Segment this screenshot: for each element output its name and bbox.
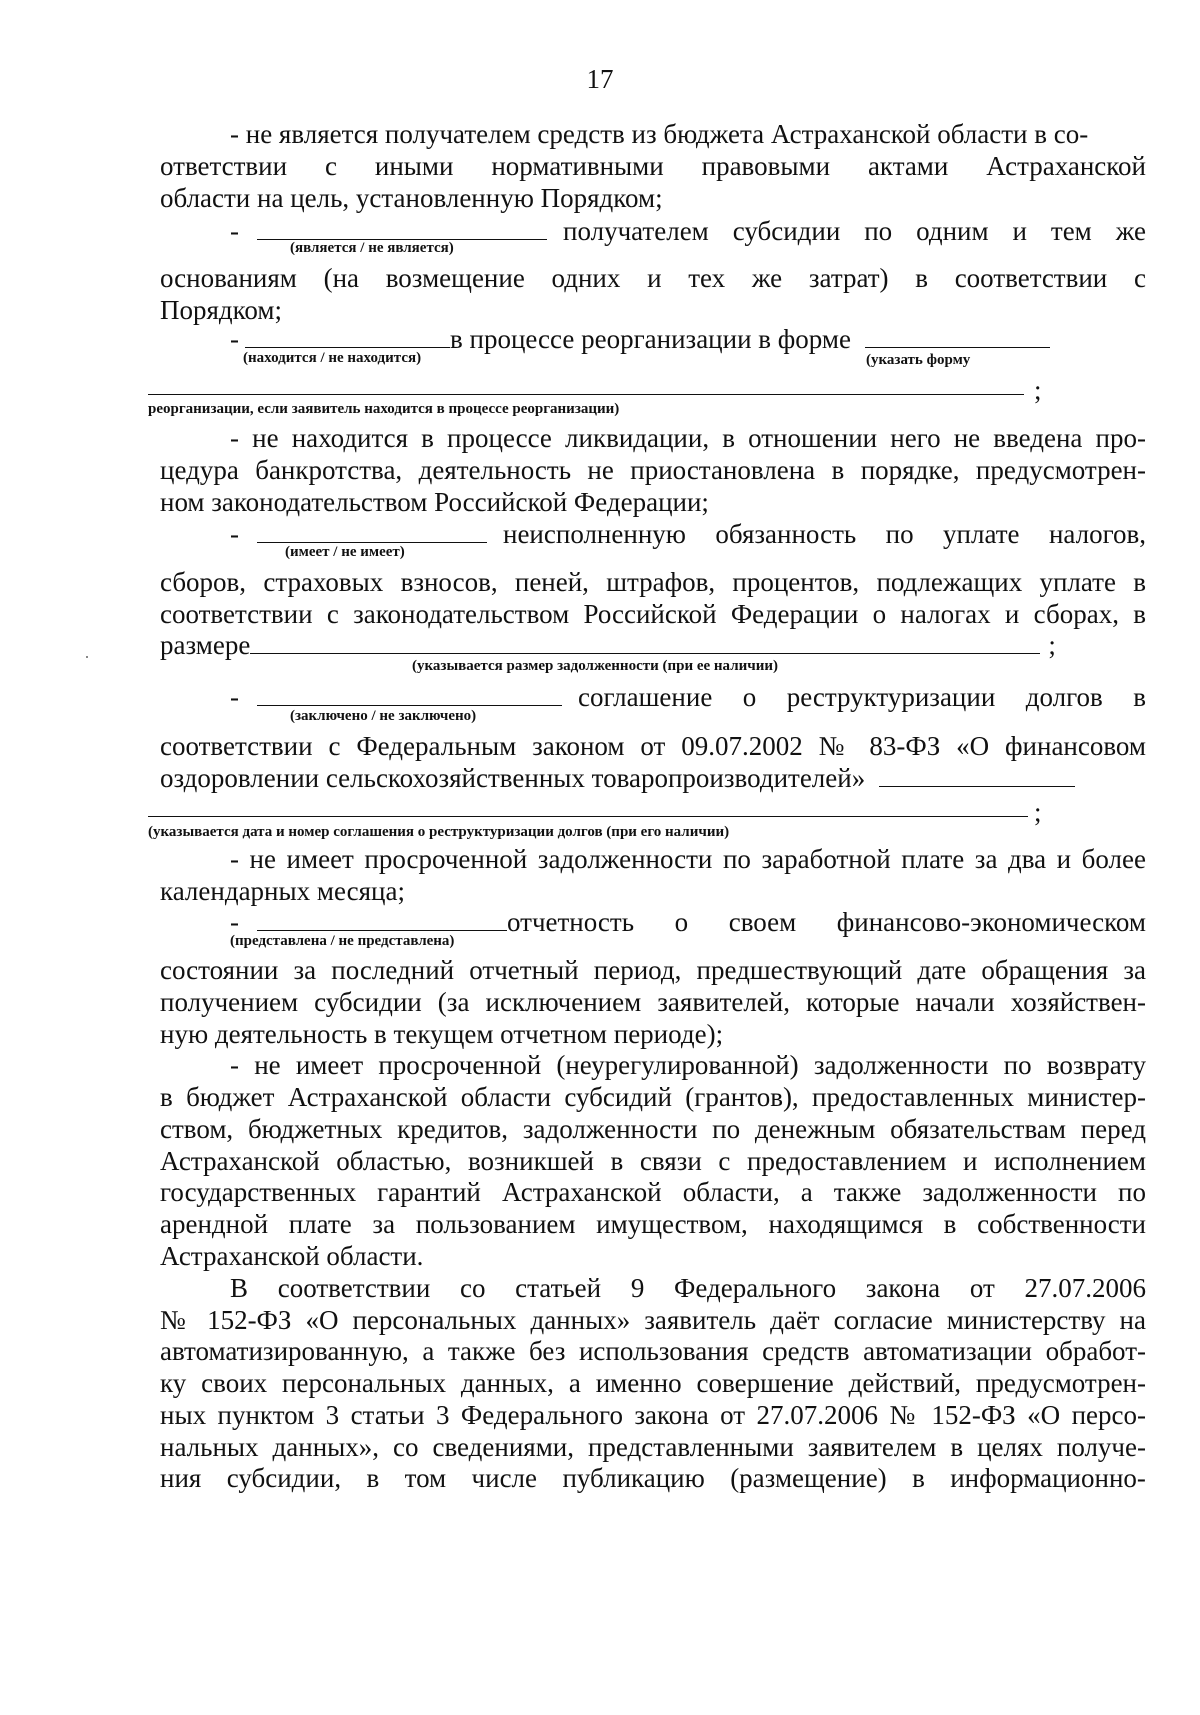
word: в <box>366 1463 380 1493</box>
punctuation: ; <box>1034 797 1042 827</box>
paragraph-line: - не имеет просроченной задолженности по заработной плате за два и более <box>230 844 1146 874</box>
paragraph-line: соответствии с Федеральным законом от 09.07.2002 № 83-ФЗ «О финансовом <box>160 731 1146 761</box>
word: о <box>674 907 689 937</box>
word: неисполненную <box>503 519 686 549</box>
paragraph-line: состоянии за последний отчетный период, предшествующий дате обращения за <box>160 955 1146 985</box>
word: (размещение) <box>730 1463 887 1493</box>
paragraph-line: автоматизированную, а также без использования средств автоматизации обработ- <box>160 1336 1146 1366</box>
word: 9 <box>630 1273 645 1303</box>
fill-blank[interactable] <box>879 764 1075 787</box>
field-hint: (заключено / не заключено) <box>290 708 477 724</box>
word: в <box>915 263 928 293</box>
paragraph-line: государственных гарантий Астраханской области, а также задолженности по <box>160 1177 1146 1207</box>
word: правовыми <box>701 151 831 181</box>
word: по <box>864 216 893 246</box>
word: о <box>742 682 757 712</box>
punctuation: ; <box>1034 375 1042 405</box>
field-hint: (имеет / не имеет) <box>285 544 405 560</box>
word: закона <box>865 1273 941 1303</box>
fill-blank[interactable] <box>245 325 450 348</box>
word: получателем <box>563 216 709 246</box>
word: отчетность <box>507 907 635 937</box>
field-hint: (находится / не находится) <box>243 350 422 366</box>
paragraph-line: в бюджет Астраханской области субсидий (грантов), предоставленных министер- <box>160 1082 1146 1112</box>
list-dash: - <box>230 907 239 937</box>
form-line-text <box>507 906 1146 938</box>
form-line-text <box>563 215 1146 247</box>
word: субсидии, <box>226 1463 342 1493</box>
paragraph-line <box>160 262 1146 294</box>
word: статьей <box>515 1273 602 1303</box>
word: актами <box>867 151 949 181</box>
word: в <box>912 1463 925 1493</box>
field-hint: (указывается размер задолженности (при ее наличии) <box>412 658 778 674</box>
field-hint: (указать форму <box>866 352 971 368</box>
word: основаниям <box>160 263 297 293</box>
word: со <box>459 1273 486 1303</box>
paragraph-line: - не является получателем средств из бюджета Астраханской области в со- <box>230 119 1089 149</box>
word: затрат) <box>808 263 889 293</box>
paragraph-line: Астраханской областью, возникшей в связи с предоставлением и исполнением <box>160 1146 1146 1176</box>
paragraph-line: - не находится в процессе ликвидации, в отношении него не введена про- <box>230 423 1146 453</box>
paragraph-line <box>160 762 1146 794</box>
word: обязанность <box>715 519 857 549</box>
paragraph-line: ную деятельность в текущем отчетном периоде); <box>160 1019 724 1049</box>
fill-blank[interactable] <box>148 794 1028 817</box>
word: долгов <box>1025 682 1103 712</box>
paragraph-line: Астраханской области. <box>160 1241 424 1271</box>
paragraph-line: - не имеет просроченной (неурегулированной) задолженности по возврату <box>230 1050 1146 1080</box>
word: тех <box>688 263 726 293</box>
list-dash: - <box>230 324 239 354</box>
word: уплате <box>943 519 1020 549</box>
word: ответствии <box>160 151 288 181</box>
paragraph-line: Порядком; <box>160 295 282 325</box>
paragraph-line <box>160 150 1146 182</box>
paragraph-line: арендной плате за пользованием имуществом, находящимся в собственности <box>160 1209 1146 1239</box>
punctuation: ; <box>1048 630 1056 660</box>
fill-blank[interactable] <box>257 217 547 240</box>
field-hint: (является / не является) <box>290 240 454 256</box>
word: и <box>1012 216 1027 246</box>
fill-blank[interactable] <box>148 372 1024 395</box>
word: соответствии <box>277 1273 431 1303</box>
word: возмещение <box>385 263 525 293</box>
word: налогов, <box>1048 519 1146 549</box>
word: от <box>969 1273 995 1303</box>
field-hint: (указывается дата и номер соглашения о реструктуризации долгов (при его наличии) <box>148 824 730 840</box>
word: одним <box>916 216 989 246</box>
paragraph-line <box>160 1462 1146 1494</box>
word: же <box>751 263 783 293</box>
word: с <box>324 151 337 181</box>
form-line-text: размере <box>160 630 251 660</box>
paragraph-line: календарных месяца; <box>160 876 405 906</box>
paragraph-line: соответствии с законодательством Российской Федерации о налогах и сборах, в <box>160 599 1146 629</box>
paragraph-line: цедура банкротства, деятельность не приостановлена в порядке, предусмотрен- <box>160 455 1146 485</box>
list-dash: - <box>230 519 239 549</box>
paragraph-line: получением субсидии (за исключением заявителей, которые начали хозяйствен- <box>160 987 1146 1017</box>
word: с <box>1133 263 1146 293</box>
word: 27.07.2006 <box>1024 1273 1146 1303</box>
word: (на <box>323 263 360 293</box>
word: В <box>230 1273 249 1303</box>
word: тем <box>1050 216 1092 246</box>
form-line-text: оздоровлении сельскохозяйственных товаропроизводителей» <box>160 763 866 793</box>
field-hint: (представлена / не представлена) <box>230 933 455 949</box>
list-dash: - <box>230 682 239 712</box>
fill-blank[interactable] <box>257 683 562 706</box>
word: иными <box>374 151 454 181</box>
form-line-text <box>578 681 1146 713</box>
paragraph-line: ном законодательством Российской Федерации; <box>160 487 709 517</box>
word: соглашение <box>578 682 713 712</box>
paragraph-line: сборов, страховых взносов, пеней, штрафов, процентов, подлежащих уплате в <box>160 567 1146 597</box>
word: том <box>404 1463 447 1493</box>
word: нормативными <box>491 151 664 181</box>
paragraph-line: ных пунктом 3 статьи 3 Федерального закона от 27.07.2006 № 152-ФЗ «О персо- <box>160 1400 1146 1430</box>
page-number: 17 <box>586 64 614 94</box>
word: публикацию <box>562 1463 705 1493</box>
fill-blank[interactable] <box>250 631 1040 654</box>
word: и <box>647 263 662 293</box>
word: своем <box>728 907 797 937</box>
paragraph-line: нальных данных», со сведениями, представленными заявителем в целях получе- <box>160 1432 1146 1462</box>
word: информационно- <box>950 1463 1146 1493</box>
paragraph-line <box>230 1272 1146 1304</box>
list-dash: - <box>230 216 239 246</box>
fill-blank[interactable] <box>257 520 487 543</box>
field-hint: реорганизации, если заявитель находится в процессе реорганизации) <box>148 401 620 417</box>
word: в <box>1133 682 1146 712</box>
fill-blank[interactable] <box>257 908 507 931</box>
word: Астраханской <box>986 151 1146 181</box>
word: субсидии <box>732 216 841 246</box>
word: же <box>1115 216 1146 246</box>
word: реструктуризации <box>786 682 996 712</box>
word: числе <box>471 1463 538 1493</box>
paragraph-line: области на цель, установленную Порядком; <box>160 183 663 213</box>
paragraph-line: ством, бюджетных кредитов, задолженности по денежным обязательствам перед <box>160 1114 1146 1144</box>
word: по <box>885 519 914 549</box>
paragraph-line: ку своих персональных данных, а именно совершение действий, предусмотрен- <box>160 1368 1146 1398</box>
paragraph-line: № 152-ФЗ «О персональных данных» заявитель даёт согласие министерству на <box>160 1305 1146 1335</box>
form-line-text <box>503 518 1146 550</box>
word: Федерального <box>674 1273 837 1303</box>
word: финансово-экономическом <box>836 907 1146 937</box>
word: соответствии <box>954 263 1108 293</box>
fill-blank[interactable] <box>865 325 1050 348</box>
form-line-text: в процессе реорганизации в форме <box>450 324 851 354</box>
word: одних <box>551 263 621 293</box>
scan-speck <box>86 656 88 658</box>
word: ния <box>160 1463 202 1493</box>
